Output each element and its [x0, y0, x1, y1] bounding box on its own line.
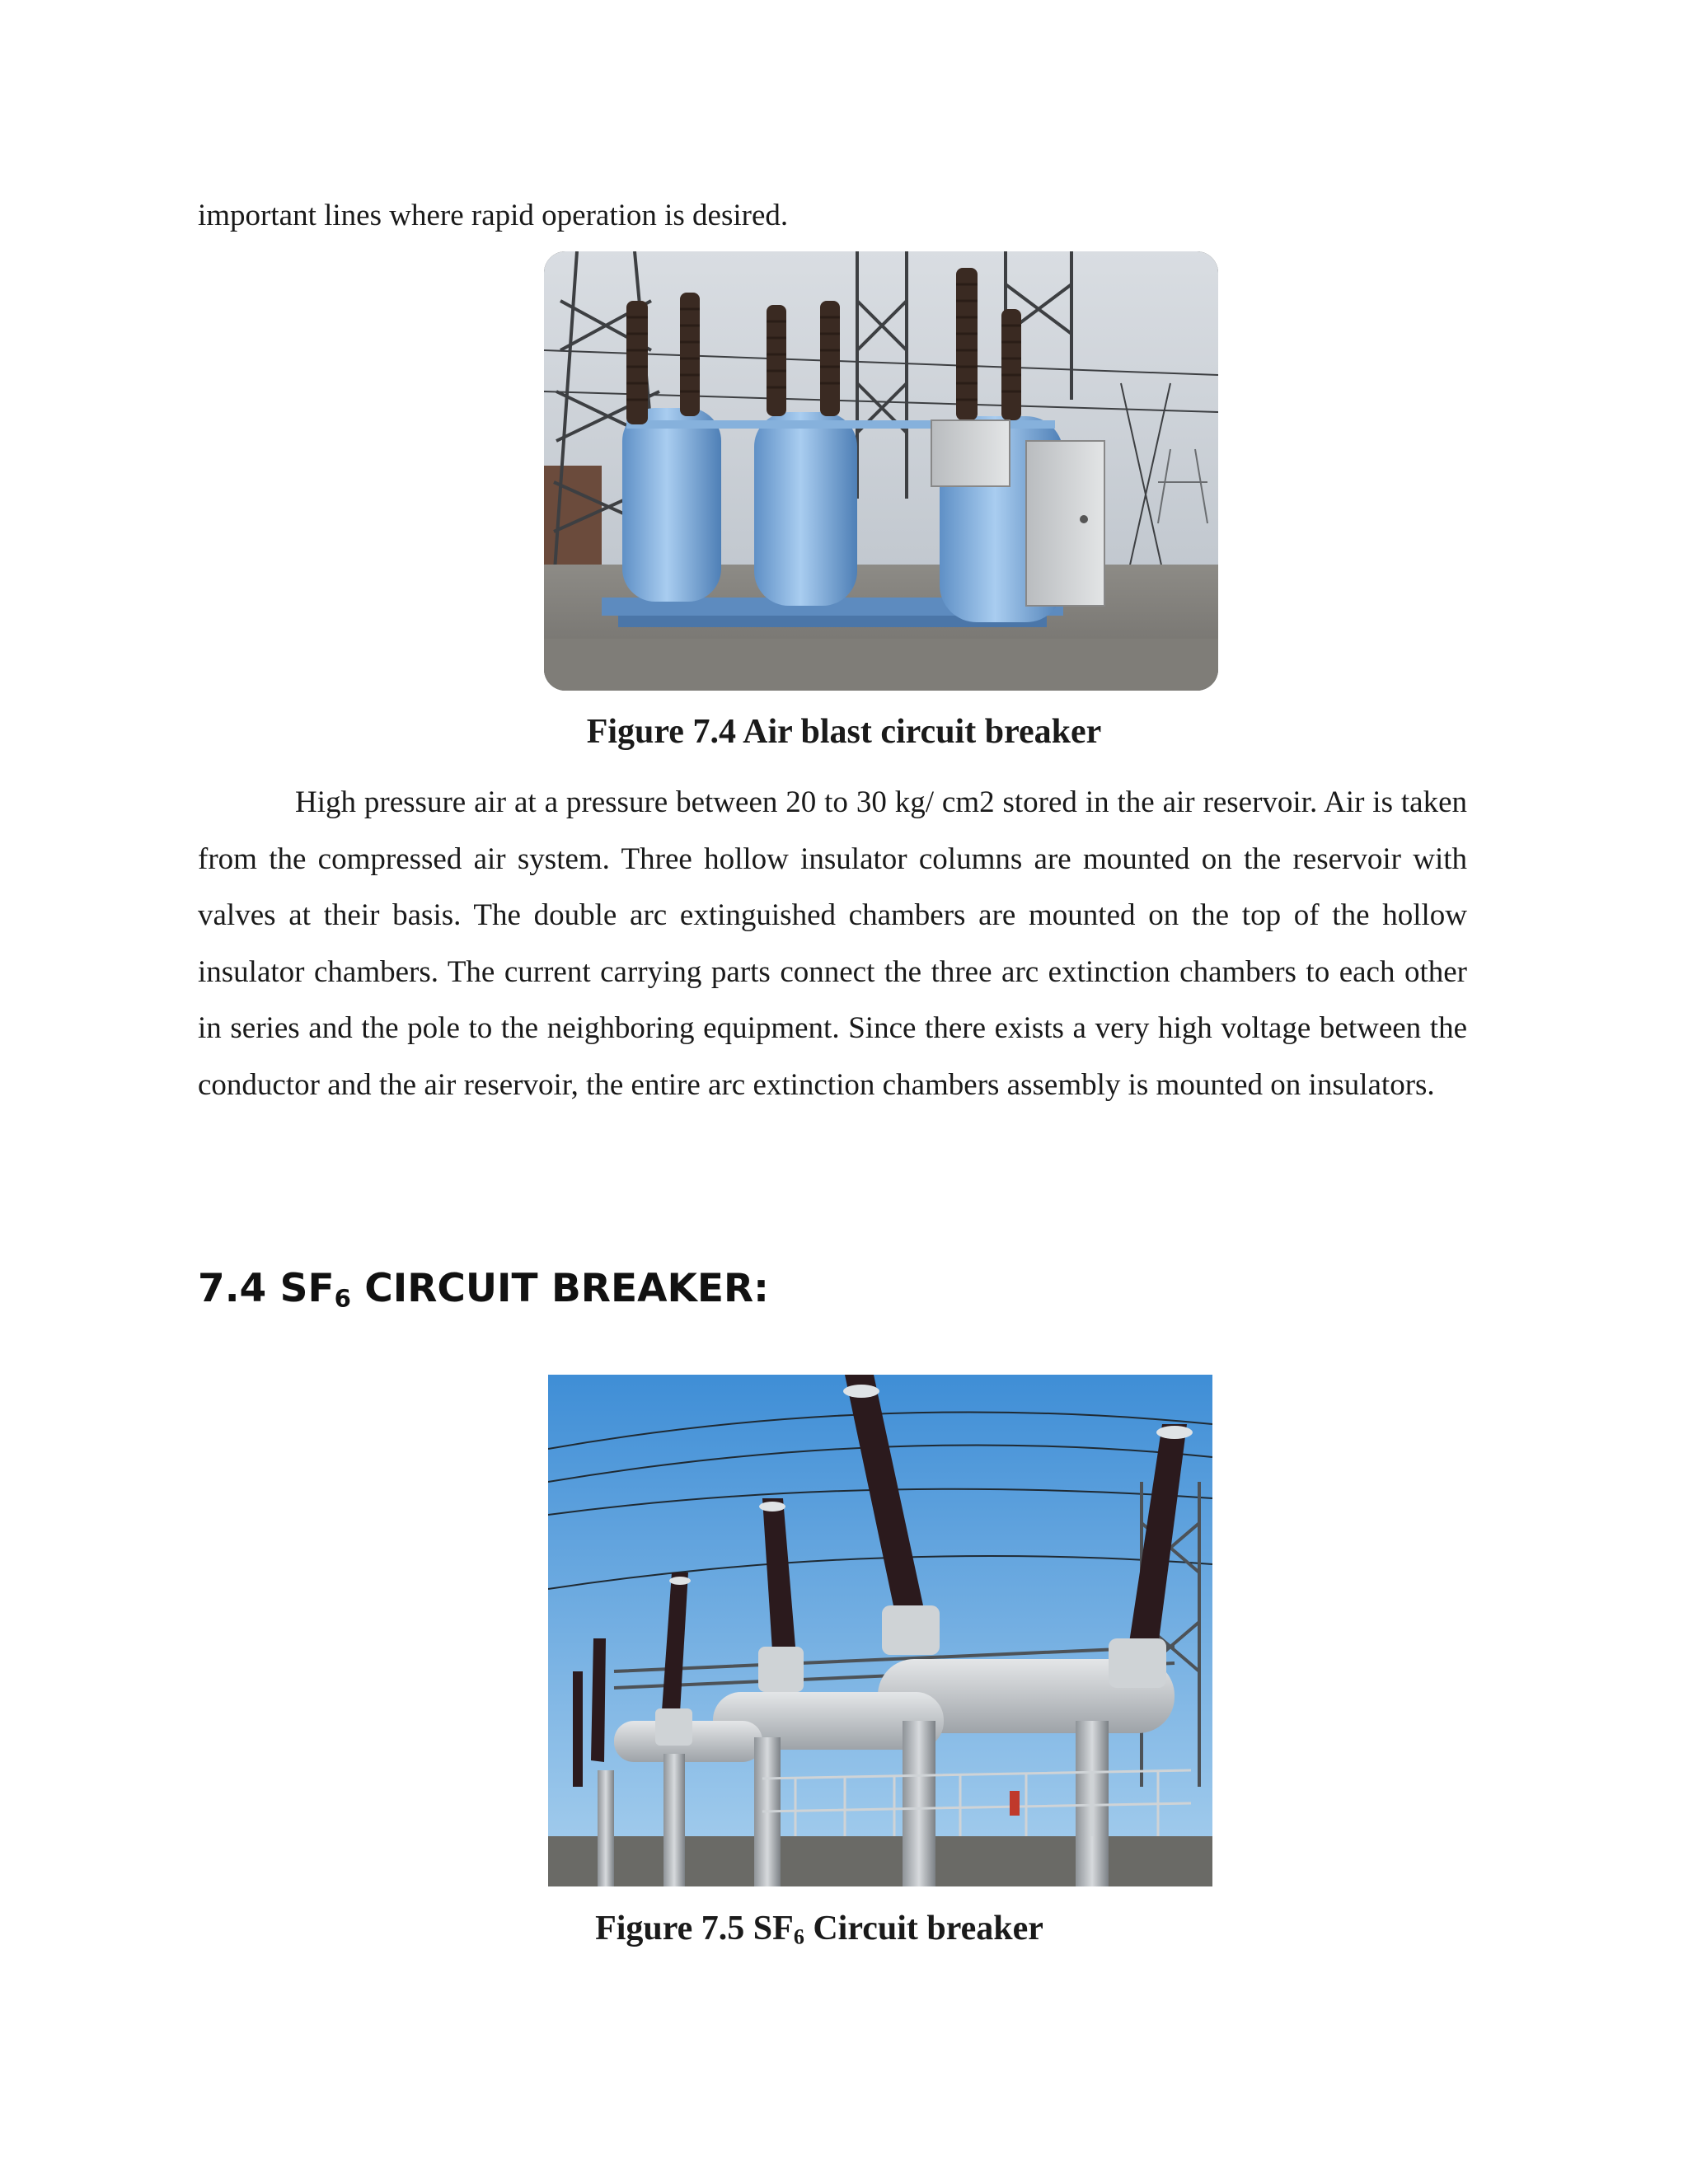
- figure-air-blast-breaker-image: [544, 251, 1218, 691]
- air-blast-breaker-illustration: [544, 251, 1218, 691]
- figure-7-4-caption: Figure 7.4 Air blast circuit breaker: [586, 713, 1102, 751]
- paragraph-text: High pressure air at a pressure between 20 to 30 kg/ cm2 stored in the air reservoir. Air is taken from the compressed air system. Three hollow insulator columns are mounted on the reservoir with valves at their basis. The double arc extinguished chambers are mounted on the top of the hollow insulator chambers. The current carrying parts connect the three arc extinction chambers to each other in series and the pole to the neighboring equipment. Since there exists a very high voltage between the conductor and the air reservoir, the entire arc extinction chambers assembly is mounted on insulators.: [198, 785, 1467, 1102]
- section-heading-prefix: 7.4 SF: [198, 1266, 335, 1311]
- section-heading-subscript: 6: [334, 1284, 351, 1313]
- section-heading: [198, 1264, 769, 1323]
- sf6-breaker-illustration: [548, 1375, 1212, 1886]
- figure-sf6-breaker-image: [548, 1375, 1212, 1886]
- figure-7-5-caption-suffix: Circuit breaker: [804, 1910, 1043, 1947]
- section-heading-suffix: CIRCUIT BREAKER:: [350, 1266, 769, 1311]
- figure-7-5-caption-subscript: 6: [793, 1924, 804, 1949]
- body-paragraph: [198, 775, 1467, 1113]
- figure-7-5-caption: [0, 1907, 1663, 1959]
- intro-text: important lines where rapid operation is desired.: [198, 199, 789, 232]
- figure-7-5-caption-prefix: Figure 7.5 SF: [595, 1910, 794, 1947]
